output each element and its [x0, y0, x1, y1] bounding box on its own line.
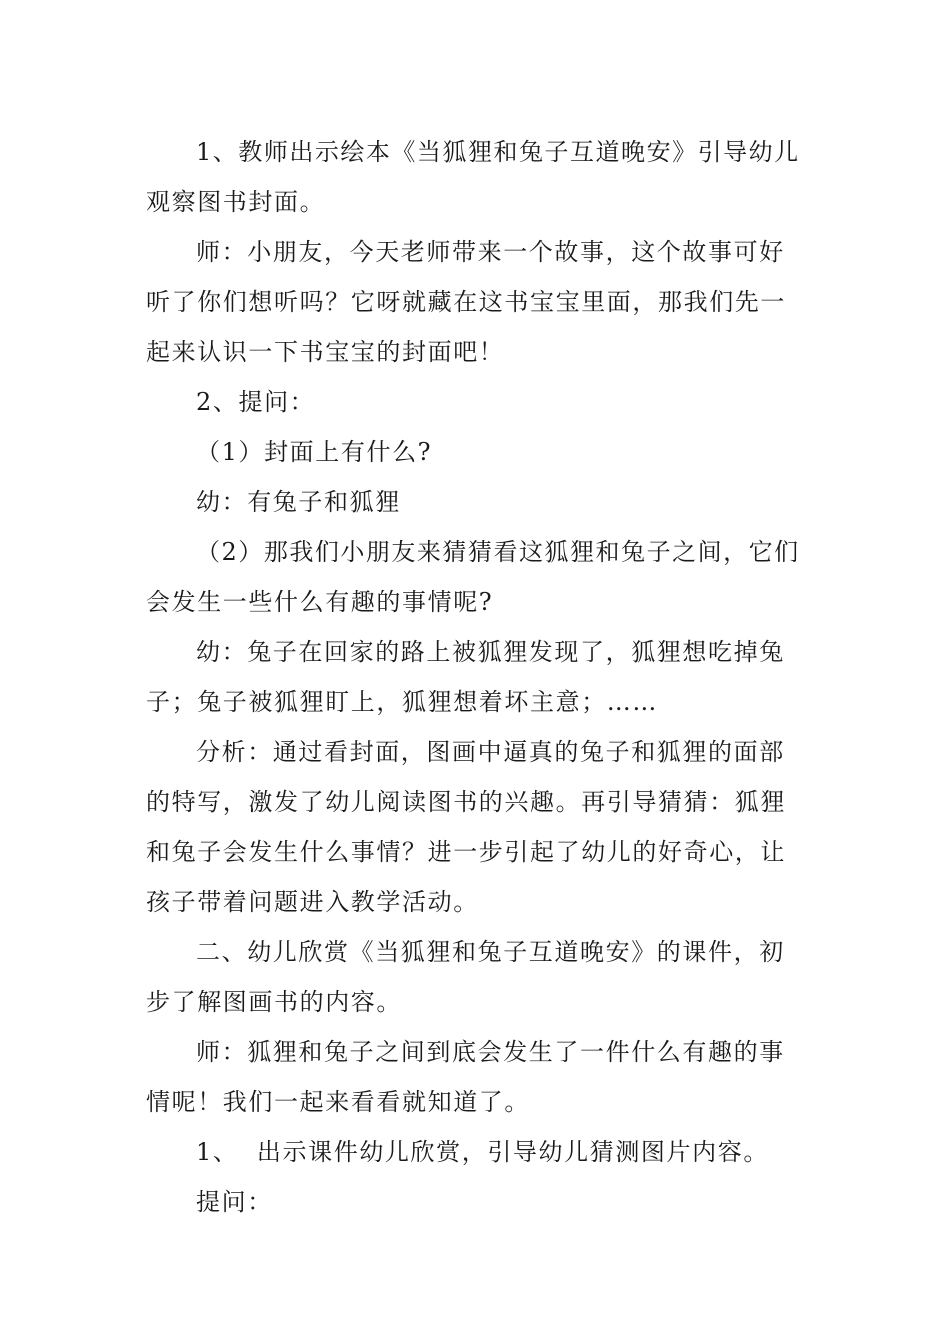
text-line: 1、教师出示绘本《当狐狸和兔子互道晚安》引导幼儿: [196, 138, 800, 166]
text-line: 观察图书封面。: [146, 188, 326, 216]
text-line: 起来认识一下书宝宝的封面吧！: [146, 338, 505, 366]
text-line: 分析：通过看封面，图画中逼真的兔子和狐狸的面部: [196, 738, 785, 766]
text-line: （1）封面上有什么?: [196, 438, 433, 466]
text-line: 二、幼儿欣赏《当狐狸和兔子互道晚安》的课件，初: [196, 938, 785, 966]
text-line: 步了解图画书的内容。: [146, 988, 402, 1016]
text-line: 情呢！我们一起来看看就知道了。: [146, 1088, 530, 1116]
text-line: 师：狐狸和兔子之间到底会发生了一件什么有趣的事: [196, 1038, 785, 1066]
text-line: 2、提问：: [196, 388, 316, 416]
text-line: 幼：有兔子和狐狸: [196, 488, 401, 516]
text-line: 孩子带着问题进入教学活动。: [146, 888, 479, 916]
text-line: 幼：兔子在回家的路上被狐狸发现了，狐狸想吃掉兔: [196, 638, 785, 666]
text-line: 的特写，激发了幼儿阅读图书的兴趣。再引导猜猜：狐狸: [146, 788, 786, 816]
text-line: 1、 出示课件幼儿欣赏，引导幼儿猜测图片内容。: [196, 1138, 769, 1166]
text-line: 会发生一些什么有趣的事情呢?: [146, 588, 494, 616]
text-line: 提问：: [196, 1188, 273, 1216]
text-line: 听了你们想听吗？它呀就藏在这书宝宝里面，那我们先一: [146, 288, 786, 316]
text-line: 师：小朋友，今天老师带来一个故事，这个故事可好: [196, 238, 785, 266]
text-line: 子；兔子被狐狸盯上，狐狸想着坏主意；……: [146, 688, 658, 716]
text-line: （2）那我们小朋友来猜猜看这狐狸和兔子之间，它们: [196, 538, 800, 566]
text-line: 和兔子会发生什么事情？进一步引起了幼儿的好奇心，让: [146, 838, 786, 866]
